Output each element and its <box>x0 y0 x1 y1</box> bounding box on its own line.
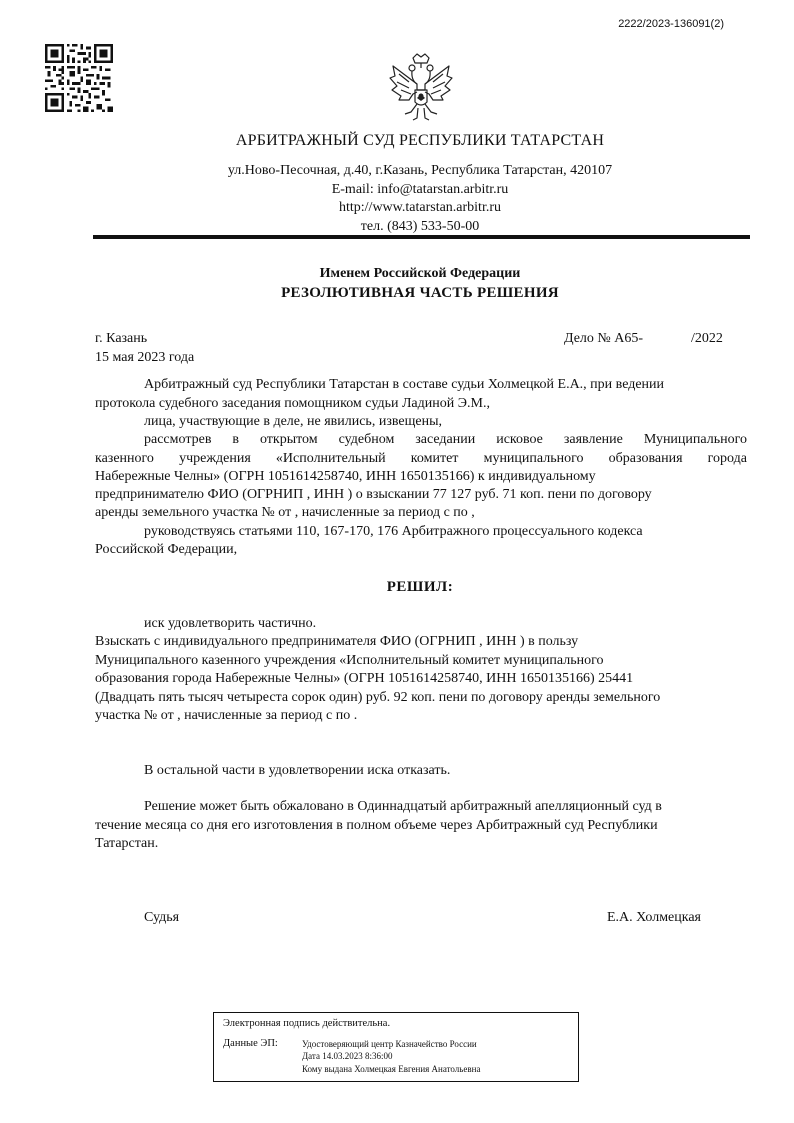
case-number-label: Дело № А65- <box>564 331 644 346</box>
signature-holder: Кому выдана Холмецкая Евгения Анатольевна <box>302 1064 481 1074</box>
court-website: http://www.tatarstan.arbitr.ru <box>339 200 501 215</box>
decision-line: (Двадцать пять тысяч четыреста сорок один) руб. 92 коп. пени по договору аренды земельного <box>95 690 661 705</box>
decision-line: Муниципального казенного учреждения «Исполнительный комитет муниципального <box>95 653 604 668</box>
body-line: Набережные Челны» (ОГРН 1051614258740, ИНН 1650135166) к индивидуальному <box>95 469 596 484</box>
header-divider <box>93 235 750 239</box>
coat-of-arms-icon <box>387 52 455 122</box>
decision-date: 15 мая 2023 года <box>95 350 195 365</box>
electronic-signature-stamp <box>213 1012 579 1082</box>
appeal-line: Татарстан. <box>95 836 159 851</box>
signature-valid-text: Электронная подпись действительна. <box>223 1018 391 1029</box>
city: г. Казань <box>95 331 148 346</box>
court-contacts <box>0 162 794 236</box>
decision-line: В остальной части в удовлетворении иска отказать. <box>144 763 451 778</box>
appeal-line: Решение может быть обжаловано в Одиннадцатый арбитражный апелляционный суд в <box>144 799 662 814</box>
court-email: E-mail: info@tatarstan.arbitr.ru <box>331 181 509 197</box>
judge-name: Е.А. Холмецкая <box>607 910 702 925</box>
signature-data-label: Данные ЭП: <box>223 1038 278 1049</box>
decision-heading: РЕШИЛ: <box>386 579 454 595</box>
signature-issuer: Удостоверяющий центр Казначейство России <box>302 1039 477 1049</box>
qr-code-icon <box>45 44 113 112</box>
signature-date: Дата 14.03.2023 8:36:00 <box>302 1051 393 1061</box>
body-line: Российской Федерации, <box>95 542 238 557</box>
document-title: РЕЗОЛЮТИВНАЯ ЧАСТЬ РЕШЕНИЯ <box>281 285 559 301</box>
document-number: 2222/2023-136091(2) <box>618 18 724 30</box>
decision-line: иск удовлетворить частично. <box>144 616 317 631</box>
in-the-name-heading: Именем Российской Федерации <box>319 266 521 281</box>
judge-role: Судья <box>144 910 180 925</box>
court-address: ул.Ново-Песочная, д.40, г.Казань, Республика Татарстан, 420107 <box>227 163 613 178</box>
decision-line: участка № от , начисленные за период с по . <box>95 708 358 723</box>
decision-line: образования города Набережные Челны» (ОГРН 1051614258740, ИНН 1650135166) 25441 <box>95 671 634 686</box>
body-line: рассмотрев в открытом судебном заседании исковое заявление Муниципального <box>144 432 747 447</box>
court-phone: тел. (843) 533-50-00 <box>360 218 480 234</box>
decision-line: Взыскать с индивидуального предпринимателя ФИО (ОГРНИП , ИНН ) в пользу <box>95 634 579 649</box>
body-line: аренды земельного участка № от , начисленные за период с по , <box>95 505 475 520</box>
body-line: Арбитражный суд Республики Татарстан в составе судьи Холмецкой Е.А., при ведении <box>144 377 665 392</box>
body-line: лица, участвующие в деле, не явились, извещены, <box>144 414 442 429</box>
court-name: АРБИТРАЖНЫЙ СУД РЕСПУБЛИКИ ТАТАРСТАН <box>235 132 605 149</box>
body-line: казенного учреждения «Исполнительный комитет муниципального образования города <box>95 451 747 466</box>
case-number-year: /2022 <box>691 331 723 346</box>
body-line: предпринимателю ФИО (ОГРНИП , ИНН ) о взыскании 77 127 руб. 71 коп. пени по договору <box>95 487 652 502</box>
body-line: руководствуясь статьями 110, 167-170, 176 Арбитражного процессуального кодекса <box>144 524 643 539</box>
appeal-line: течение месяца со дня его изготовления в полном объеме через Арбитражный суд Республики <box>95 818 658 833</box>
body-line: протокола судебного заседания помощником судьи Ладиной Э.М., <box>95 396 490 411</box>
